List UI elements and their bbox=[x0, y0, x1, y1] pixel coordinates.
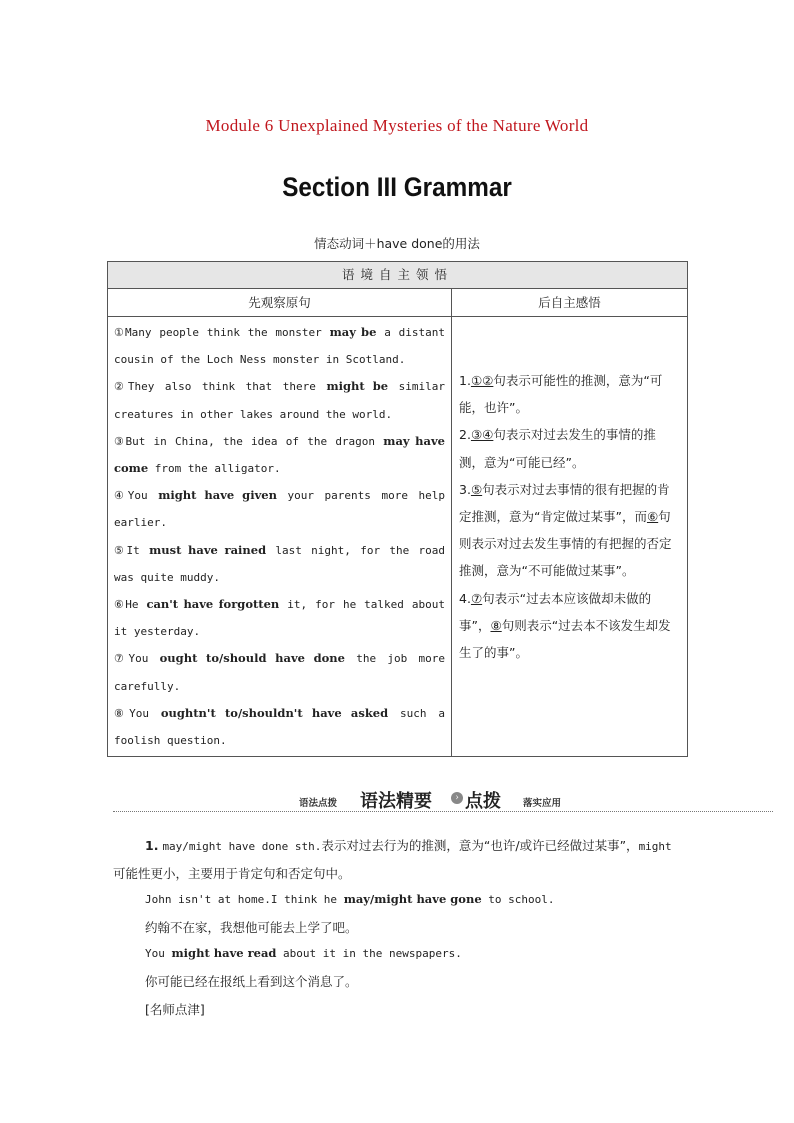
teacher-note-label: [名师点津] bbox=[145, 1002, 205, 1017]
sentence-item: ⑥He can't have forgotten it, for he talked about it yesterday. bbox=[114, 597, 445, 639]
note-item: 4.⑦句表示“过去本应该做却未做的事”，⑧句则表示“过去本不该发生却发生了的事”。 bbox=[459, 590, 671, 661]
subtitle: 情态动词＋have done的用法 bbox=[314, 236, 480, 251]
right-column-header: 后自主感悟 bbox=[452, 289, 688, 317]
sentence-item: ⑧You oughtn't to/shouldn't have asked such a foolish question. bbox=[114, 705, 445, 748]
left-column-header: 先观察原句 bbox=[108, 289, 452, 317]
note-item: 3.⑤句表示对过去事情的很有把握的肯定推测，意为“肯定做过某事”，而⑥句则表示对过去发生事情的有把握的否定推测，意为“不可能做过某事”。 bbox=[459, 481, 672, 579]
sentence-item: ①Many people think the monster may be a distant cousin of the Loch Ness monster in Scotland. bbox=[114, 325, 445, 367]
sentence-list bbox=[114, 319, 445, 754]
sentence-cell bbox=[108, 317, 452, 757]
example-translation: 约翰不在家，我想他可能去上学了吧。 bbox=[145, 920, 358, 935]
sentence-item: ④You might have given your parents more help earlier. bbox=[114, 488, 445, 530]
sentence-item: ②They also think that there might be similar creatures in other lakes around the world. bbox=[114, 379, 445, 421]
notes-list bbox=[459, 367, 680, 666]
sentence-item: ③But in China, the idea of the dragon may have come from the alligator. bbox=[114, 433, 445, 476]
grammar-table bbox=[107, 261, 688, 757]
note-item: 1.①②句表示可能性的推测，意为“可能，也许”。 bbox=[459, 373, 663, 416]
rule-paragraph: 1. may/might have done sth.表示对过去行为的推测，意为“也许/或许已经做过某事”，might可能性更小，主要用于肯定句和否定句中。 bbox=[113, 838, 672, 881]
banner-main-left: 语法精要 bbox=[360, 791, 432, 812]
sentence-item: ⑦You ought to/should have done the job more carefully. bbox=[114, 651, 445, 693]
table-banner: 语境自主领悟 bbox=[108, 262, 688, 289]
chevron-right-icon: › bbox=[451, 792, 463, 804]
module-title: Module 6 Unexplained Mysteries of the Nature World bbox=[205, 116, 589, 135]
note-item: 2.③④句表示对过去发生的事情的推测，意为“可能已经”。 bbox=[459, 427, 656, 470]
dotted-divider bbox=[113, 811, 773, 812]
example-sentence: John isn't at home.I think he may/might have gone to school. bbox=[145, 892, 555, 906]
banner-right-label: 落实应用 bbox=[523, 798, 562, 809]
example-translation: 你可能已经在报纸上看到这个消息了。 bbox=[145, 974, 358, 989]
banner-left-label: 语法点拨 bbox=[299, 798, 338, 809]
grammar-banner bbox=[113, 786, 773, 816]
section-title: Section III Grammar bbox=[282, 172, 512, 202]
sentence-item: ⑤It must have rained last night, for the road was quite muddy. bbox=[114, 542, 445, 584]
example-sentence: You might have read about it in the newspapers. bbox=[145, 946, 462, 960]
notes-cell bbox=[452, 317, 688, 757]
banner-main-right: 点拨 bbox=[465, 791, 501, 812]
